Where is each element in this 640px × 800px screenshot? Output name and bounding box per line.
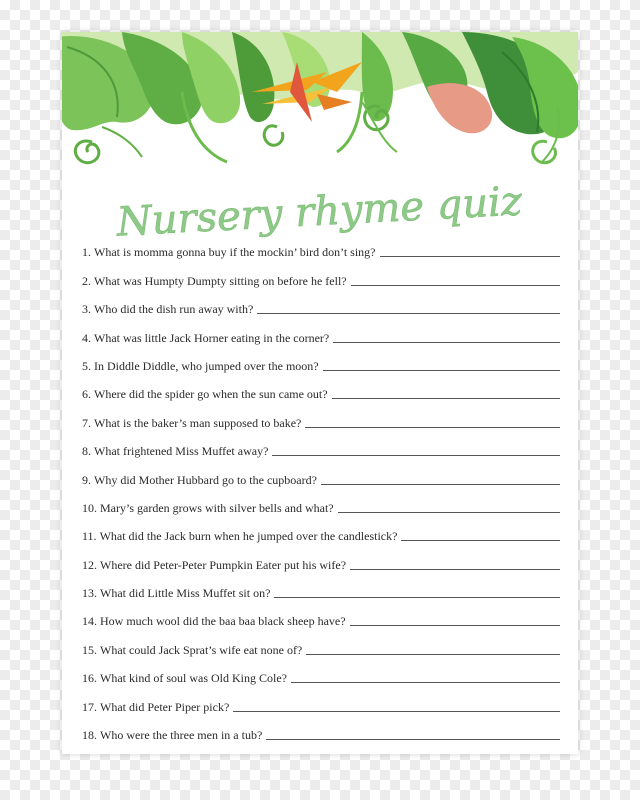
question-list	[62, 234, 578, 745]
question-text: 1. What is momma gonna buy if the mockin’ bird don’t sing?	[82, 245, 376, 260]
question-item	[62, 688, 578, 716]
question-text: 9. Why did Mother Hubbard go to the cupboard?	[82, 472, 317, 487]
question-item	[62, 404, 578, 432]
answer-line[interactable]	[350, 625, 560, 626]
answer-line[interactable]	[272, 455, 560, 456]
question-text: 17. What did Peter Piper pick?	[82, 699, 230, 714]
question-text: 18. Who were the three men in a tub?	[82, 728, 263, 743]
quiz-card	[62, 32, 578, 754]
answer-line[interactable]	[321, 484, 560, 485]
question-text: 7. What is the baker’s man supposed to bake?	[82, 415, 302, 430]
answer-line[interactable]	[332, 398, 560, 399]
question-item	[62, 490, 578, 518]
question-item	[62, 603, 578, 631]
answer-line[interactable]	[323, 370, 560, 371]
question-item	[62, 518, 578, 546]
question-item	[62, 376, 578, 404]
answer-line[interactable]	[305, 427, 560, 428]
answer-line[interactable]	[266, 739, 560, 740]
question-item	[62, 631, 578, 659]
answer-line[interactable]	[380, 256, 560, 257]
question-item	[62, 660, 578, 688]
question-item	[62, 348, 578, 376]
question-text: 15. What could Jack Sprat’s wife eat none of?	[82, 642, 303, 657]
question-text: 10. Mary’s garden grows with silver bells and what?	[82, 500, 334, 515]
question-item	[62, 575, 578, 603]
answer-line[interactable]	[333, 342, 560, 343]
answer-line[interactable]	[401, 540, 560, 541]
question-text: 11. What did the Jack burn when he jumped over the candlestick?	[82, 529, 398, 544]
question-text: 5. In Diddle Diddle, who jumped over the moon?	[82, 358, 319, 373]
question-item	[62, 461, 578, 489]
answer-line[interactable]	[351, 285, 560, 286]
question-item	[62, 546, 578, 574]
answer-line[interactable]	[274, 597, 560, 598]
answer-line[interactable]	[257, 313, 560, 314]
question-item	[62, 433, 578, 461]
question-text: 14. How much wool did the baa baa black sheep have?	[82, 614, 346, 629]
answer-line[interactable]	[350, 569, 560, 570]
question-item	[62, 319, 578, 347]
quiz-title-text: Nursery rhyme quiz	[115, 178, 524, 246]
question-text: 6. Where did the spider go when the sun came out?	[82, 387, 328, 402]
question-text: 16. What kind of soul was Old King Cole?	[82, 671, 287, 686]
question-item	[62, 234, 578, 262]
question-text: 2. What was Humpty Dumpty sitting on before he fell?	[82, 273, 347, 288]
question-item	[62, 291, 578, 319]
answer-line[interactable]	[306, 654, 560, 655]
question-text: 13. What did Little Miss Muffet sit on?	[82, 586, 271, 601]
question-item	[62, 717, 578, 745]
question-text: 12. Where did Peter-Peter Pumpkin Eater put his wife?	[82, 557, 347, 572]
answer-line[interactable]	[338, 512, 560, 513]
answer-line[interactable]	[233, 711, 560, 712]
question-text: 3. Who did the dish run away with?	[82, 302, 254, 317]
answer-line[interactable]	[291, 682, 560, 683]
question-text: 8. What frightened Miss Muffet away?	[82, 444, 269, 459]
question-item	[62, 262, 578, 290]
question-text: 4. What was little Jack Horner eating in the corner?	[82, 330, 330, 345]
